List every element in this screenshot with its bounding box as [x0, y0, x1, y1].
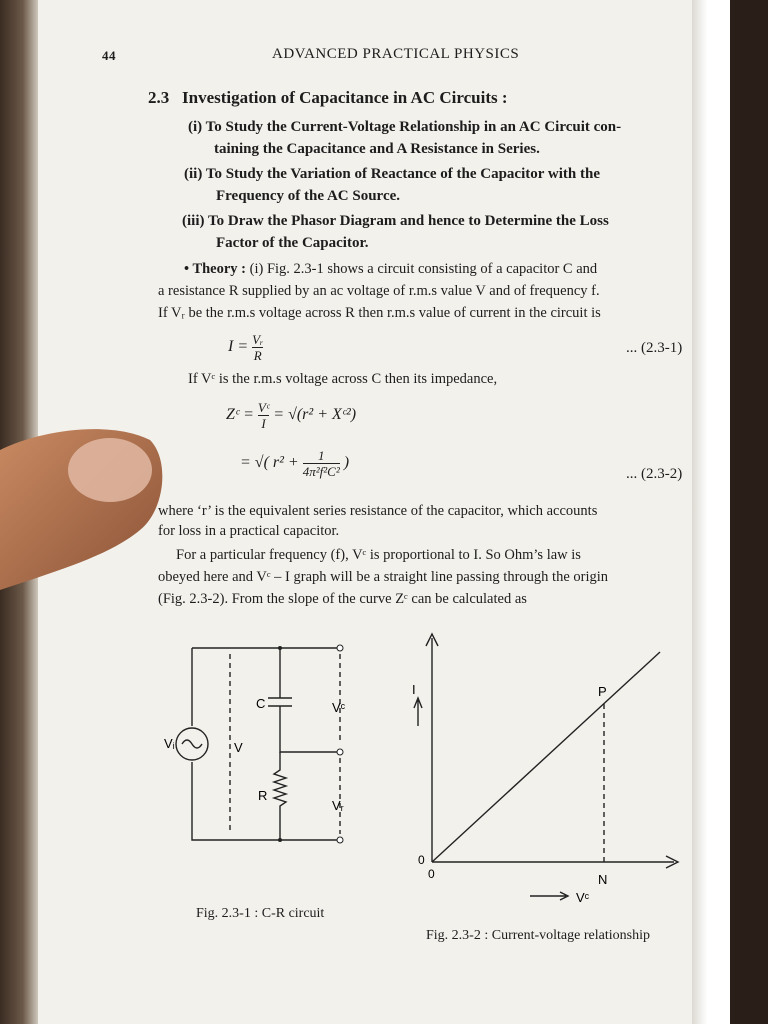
cr-circuit-figure [160, 640, 370, 880]
theory-line2: a resistance R supplied by an ac voltage of r.m.s value V and of frequency f. [158, 283, 600, 299]
section-heading [148, 88, 508, 107]
section-number: 2.3 [148, 88, 170, 107]
objective-1-line1: (i) To Study the Current-Voltage Relationship in an AC Circuit con- [188, 119, 622, 135]
running-head-title: ADVANCED PRACTICAL PHYSICS [272, 46, 520, 62]
v-label: V [234, 740, 243, 755]
vc-label: Vᶜ [332, 700, 346, 715]
source-label: Vᵢ [164, 736, 175, 751]
objective-2-line1: (ii) To Study the Variation of Reactance of the Capacitor with the [184, 166, 600, 182]
theory-line3: If Vᵣ be the r.m.s voltage across R then r.m.s value of current in the circuit is [158, 305, 601, 321]
section-title: Investigation of Capacitance in AC Circuits : [182, 88, 508, 107]
para1-line2: for loss in a practical capacitor. [158, 523, 340, 539]
objective-3-line2: Factor of the Capacitor. [216, 235, 369, 251]
origin-y-label: 0 [418, 853, 425, 867]
x-axis-label: Vᶜ [576, 890, 590, 905]
equation-number-2: ... (2.3-2) [626, 466, 683, 482]
origin-x-label: 0 [428, 867, 435, 881]
fig1-caption: Fig. 2.3-1 : C-R circuit [196, 906, 325, 921]
para2-line1: For a particular frequency (f), Vᶜ is proportional to I. So Ohm’s law is [176, 547, 581, 563]
line-if-vc: If Vᶜ is the r.m.s voltage across C then its impedance, [188, 371, 498, 387]
objective-3-line1: (iii) To Draw the Phasor Diagram and hence to Determine the Loss [182, 213, 609, 229]
para1-line1: where ‘r’ is the equivalent series resistance of the capacitor, which accounts [158, 503, 598, 519]
para2-line2: obeyed here and Vᶜ – I graph will be a straight line passing through the origin [158, 569, 609, 585]
c-label: C [256, 696, 266, 711]
equation-2-3-2: = √( r² + $\frac{1}{\text{4π²f²C²}}$ ) [240, 448, 350, 479]
equation-number-1: ... (2.3-1) [626, 340, 683, 356]
capacitor-icon [268, 698, 292, 706]
point-p-label: P [598, 684, 607, 699]
resistor-icon [274, 752, 286, 840]
vr-label: Vᵣ [332, 798, 344, 813]
theory-line1: • Theory : (i) Fig. 2.3-1 shows a circuit consisting of a capacitor C and [184, 261, 598, 277]
equation-2-3-1: I = $\frac{\text{Vᵣ}}{R}$ [228, 332, 264, 363]
page-number: 44 [102, 48, 116, 63]
objective-2-line2: Frequency of the AC Source. [216, 188, 401, 204]
para2-line3: (Fig. 2.3-2). From the slope of the curve Zᶜ can be calculated as [158, 591, 527, 607]
equation-impedance: Zᶜ = $\frac{\text{Vᶜ}}{I}$ = √(r² + Xᶜ²) [226, 400, 357, 431]
fig2-caption: Fig. 2.3-2 : Current-voltage relationship [426, 928, 650, 943]
y-axis-label: I [412, 682, 416, 697]
thumb-photo [0, 420, 165, 590]
point-n-label: N [598, 872, 608, 887]
vi-line [432, 652, 660, 862]
objective-1-line2: taining the Capacitance and A Resistance in Series. [214, 141, 540, 157]
current-voltage-graph [390, 630, 710, 920]
r-label: R [258, 788, 268, 803]
